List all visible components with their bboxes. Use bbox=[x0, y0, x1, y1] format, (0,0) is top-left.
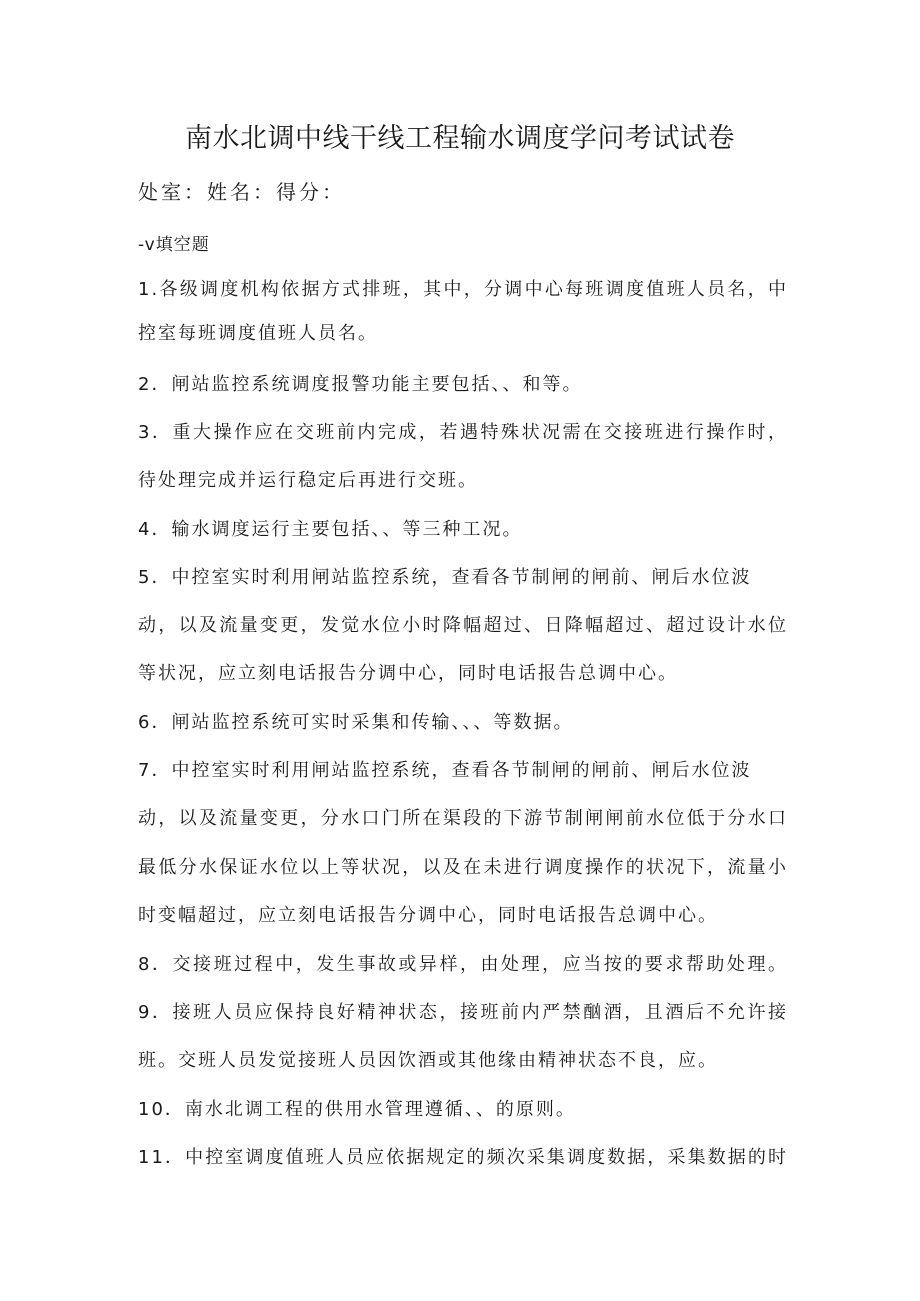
question-line: 6．闸站监控系统可实时采集和传输、、、等数据。 bbox=[138, 712, 574, 733]
examinee-info-line: 处室：姓名：得分： bbox=[138, 180, 345, 204]
question-line: 控室每班调度值班人员名。 bbox=[138, 323, 378, 344]
question-line: 动，以及流量变更，发觉水位小时降幅超过、日降幅超过、超过设计水位 bbox=[138, 615, 788, 636]
question-line: 1.各级调度机构依据方式排班，其中，分调中心每班调度值班人员名，中 bbox=[138, 279, 788, 300]
question-line: 时变幅超过，应立刻电话报告分调中心，同时电话报告总调中心。 bbox=[138, 905, 718, 926]
section-heading: -v填空题 bbox=[138, 235, 210, 255]
question-line: 5．中控室实时利用闸站监控系统，查看各节制闸的闸前、闸后水位波 bbox=[138, 567, 752, 588]
question-line: 11．中控室调度值班人员应依据规定的频次采集调度数据，采集数据的时 bbox=[138, 1147, 788, 1168]
question-line: 8．交接班过程中，发生事故或异样，由处理，应当按的要求帮助处理。 bbox=[138, 954, 788, 975]
question-line: 2．闸站监控系统调度报警功能主要包括、、和等。 bbox=[138, 374, 583, 395]
document-title: 南水北调中线干线工程输水调度学问考试试卷 bbox=[185, 123, 735, 154]
question-line: 最低分水保证水位以上等状况，以及在未进行调度操作的状况下，流量小 bbox=[138, 857, 788, 878]
question-line: 3．重大操作应在交班前内完成，若遇特殊状况需在交接班进行操作时， bbox=[138, 422, 788, 443]
question-line: 班。交班人员发觉接班人员因饮酒或其他缘由精神状态不良，应。 bbox=[138, 1050, 718, 1071]
question-line: 动，以及流量变更，分水口门所在渠段的下游节制闸闸前水位低于分水口 bbox=[138, 808, 788, 829]
question-line: 4．输水调度运行主要包括、、等三种工况。 bbox=[138, 519, 523, 540]
question-line: 10．南水北调工程的供用水管理遵循、、的原则。 bbox=[138, 1099, 576, 1120]
question-line: 9．接班人员应保持良好精神状态，接班前内严禁酗酒，且酒后不允许接 bbox=[138, 1002, 788, 1023]
question-line: 7．中控室实时利用闸站监控系统，查看各节制闸的闸前、闸后水位波 bbox=[138, 760, 752, 781]
question-line: 待处理完成并运行稳定后再进行交班。 bbox=[138, 470, 478, 491]
question-line: 等状况，应立刻电话报告分调中心，同时电话报告总调中心。 bbox=[138, 663, 678, 684]
